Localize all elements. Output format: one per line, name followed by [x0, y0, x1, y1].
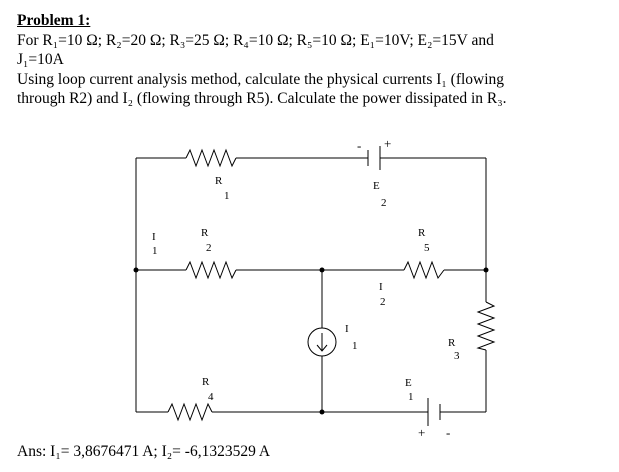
- problem-line-task-1: Using loop current analysis method, calculate the physical currents I₁ (flowing: [17, 71, 505, 88]
- resistor-r5: [404, 262, 444, 278]
- resistor-r1: [186, 150, 236, 166]
- node-center-middle: [320, 268, 325, 273]
- problem-line-values: For R₁=10 Ω; R₂=20 Ω; R₃=25 Ω; R₄=10 Ω; R₅=10 Ω; E₁=10V; E₂=15V and: [17, 32, 494, 49]
- label-r1: R: [215, 175, 223, 187]
- label-e2-plus: +: [384, 136, 392, 151]
- label-i2: I: [379, 281, 383, 293]
- label-i1-sub: 1: [152, 245, 158, 257]
- label-r3-sub: 3: [454, 350, 460, 362]
- label-r2-sub: 2: [206, 242, 212, 254]
- label-e2: E: [373, 180, 380, 192]
- label-r4-sub: 4: [208, 391, 214, 403]
- label-e1: E: [405, 377, 412, 389]
- label-r5-sub: 5: [424, 242, 430, 254]
- problem-line-task-2: through R2) and I₂ (flowing through R5). Calculate the power dissipated in R₃.: [17, 90, 507, 107]
- node-left-middle: [134, 268, 139, 273]
- label-e2-sub: 2: [381, 197, 387, 209]
- label-j1: I: [345, 323, 349, 335]
- label-e2-minus: -: [357, 138, 362, 153]
- label-i1: I: [152, 231, 156, 243]
- label-e1-minus: -: [446, 425, 451, 440]
- answer-line: Ans: I₁= 3,8676471 A; I₂= -6,1323529 A: [17, 443, 271, 460]
- node-center-bottom: [320, 410, 325, 415]
- label-e1-sub: 1: [408, 391, 414, 403]
- label-r5: R: [418, 227, 426, 239]
- problem-line-source: J₁=10A: [17, 51, 64, 68]
- label-i2-sub: 2: [380, 296, 386, 308]
- resistor-r2: [186, 262, 236, 278]
- resistor-r4: [168, 404, 212, 420]
- label-r3: R: [448, 337, 456, 349]
- label-r1-sub: 1: [224, 190, 230, 202]
- label-r4: R: [202, 376, 210, 388]
- resistor-r3: [478, 302, 494, 350]
- label-e1-plus: +: [418, 425, 426, 440]
- label-j1-sub: 1: [352, 340, 358, 352]
- label-r2: R: [201, 227, 209, 239]
- node-right-middle: [484, 268, 489, 273]
- problem-title: Problem 1:: [17, 12, 91, 29]
